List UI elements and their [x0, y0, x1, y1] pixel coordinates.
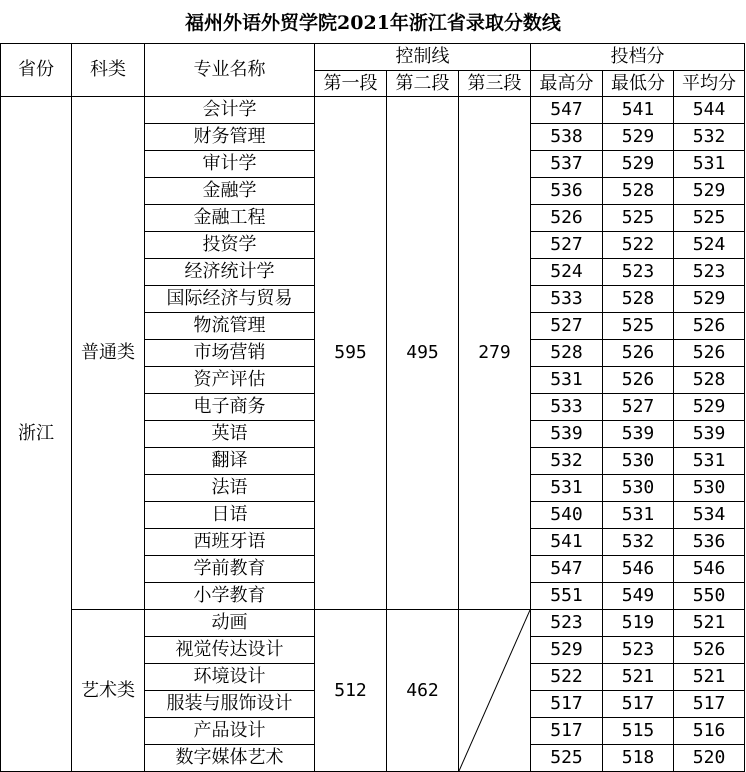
avg-score-cell: 517	[674, 691, 745, 718]
major-cell: 审计学	[145, 151, 315, 178]
major-cell: 日语	[145, 502, 315, 529]
major-cell: 英语	[145, 421, 315, 448]
tier2-cell: 462	[387, 610, 459, 772]
major-cell: 服装与服饰设计	[145, 691, 315, 718]
min-score-cell: 525	[603, 313, 674, 340]
province-cell: 浙江	[1, 97, 72, 772]
major-cell: 环境设计	[145, 664, 315, 691]
min-score-cell: 526	[603, 367, 674, 394]
avg-score-cell: 528	[674, 367, 745, 394]
min-score-cell: 531	[603, 502, 674, 529]
major-cell: 数字媒体艺术	[145, 745, 315, 772]
major-cell: 投资学	[145, 232, 315, 259]
avg-score-cell: 526	[674, 313, 745, 340]
min-score-cell: 523	[603, 637, 674, 664]
avg-score-cell: 526	[674, 637, 745, 664]
major-cell: 动画	[145, 610, 315, 637]
major-cell: 翻译	[145, 448, 315, 475]
avg-score-cell: 525	[674, 205, 745, 232]
header-control-line: 控制线	[315, 44, 531, 71]
avg-score-cell: 523	[674, 259, 745, 286]
max-score-cell: 533	[531, 394, 603, 421]
max-score-cell: 539	[531, 421, 603, 448]
avg-score-cell: 532	[674, 124, 745, 151]
max-score-cell: 528	[531, 340, 603, 367]
max-score-cell: 547	[531, 556, 603, 583]
min-score-cell: 530	[603, 448, 674, 475]
min-score-cell: 529	[603, 124, 674, 151]
max-score-cell: 523	[531, 610, 603, 637]
min-score-cell: 526	[603, 340, 674, 367]
avg-score-cell: 521	[674, 610, 745, 637]
avg-score-cell: 536	[674, 529, 745, 556]
major-cell: 会计学	[145, 97, 315, 124]
major-cell: 市场营销	[145, 340, 315, 367]
header-major: 专业名称	[145, 44, 315, 97]
min-score-cell: 539	[603, 421, 674, 448]
header-tier1: 第一段	[315, 71, 387, 97]
category-cell: 普通类	[72, 97, 145, 610]
max-score-cell: 547	[531, 97, 603, 124]
avg-score-cell: 529	[674, 394, 745, 421]
header-tier3: 第三段	[459, 71, 531, 97]
major-cell: 物流管理	[145, 313, 315, 340]
major-cell: 国际经济与贸易	[145, 286, 315, 313]
avg-score-cell: 529	[674, 178, 745, 205]
major-cell: 产品设计	[145, 718, 315, 745]
header-min: 最低分	[603, 71, 674, 97]
major-cell: 金融学	[145, 178, 315, 205]
header-row-1	[1, 44, 745, 71]
min-score-cell: 546	[603, 556, 674, 583]
table-row	[1, 97, 745, 124]
avg-score-cell: 546	[674, 556, 745, 583]
avg-score-cell: 526	[674, 340, 745, 367]
max-score-cell: 551	[531, 583, 603, 610]
max-score-cell: 532	[531, 448, 603, 475]
max-score-cell: 531	[531, 367, 603, 394]
min-score-cell: 525	[603, 205, 674, 232]
tier2-cell: 495	[387, 97, 459, 610]
header-province: 省份	[1, 44, 72, 97]
min-score-cell: 518	[603, 745, 674, 772]
tier3-cell: 279	[459, 97, 531, 610]
tier1-cell: 512	[315, 610, 387, 772]
table-row	[1, 610, 745, 637]
max-score-cell: 536	[531, 178, 603, 205]
max-score-cell: 537	[531, 151, 603, 178]
min-score-cell: 528	[603, 178, 674, 205]
avg-score-cell: 531	[674, 151, 745, 178]
avg-score-cell: 539	[674, 421, 745, 448]
tier1-cell: 595	[315, 97, 387, 610]
avg-score-cell: 521	[674, 664, 745, 691]
max-score-cell: 526	[531, 205, 603, 232]
major-cell: 小学教育	[145, 583, 315, 610]
max-score-cell: 531	[531, 475, 603, 502]
major-cell: 法语	[145, 475, 315, 502]
min-score-cell: 528	[603, 286, 674, 313]
max-score-cell: 517	[531, 691, 603, 718]
avg-score-cell: 520	[674, 745, 745, 772]
min-score-cell: 530	[603, 475, 674, 502]
max-score-cell: 538	[531, 124, 603, 151]
category-cell: 艺术类	[72, 610, 145, 772]
min-score-cell: 515	[603, 718, 674, 745]
min-score-cell: 519	[603, 610, 674, 637]
min-score-cell: 532	[603, 529, 674, 556]
max-score-cell: 524	[531, 259, 603, 286]
min-score-cell: 523	[603, 259, 674, 286]
max-score-cell: 517	[531, 718, 603, 745]
major-cell: 学前教育	[145, 556, 315, 583]
max-score-cell: 541	[531, 529, 603, 556]
score-table	[0, 43, 745, 772]
table-title: 福州外语外贸学院2021年浙江省录取分数线	[185, 12, 561, 34]
max-score-cell: 522	[531, 664, 603, 691]
min-score-cell: 529	[603, 151, 674, 178]
header-admission: 投档分	[531, 44, 745, 71]
avg-score-cell: 531	[674, 448, 745, 475]
min-score-cell: 521	[603, 664, 674, 691]
major-cell: 财务管理	[145, 124, 315, 151]
avg-score-cell: 550	[674, 583, 745, 610]
avg-score-cell: 544	[674, 97, 745, 124]
major-cell: 金融工程	[145, 205, 315, 232]
max-score-cell: 525	[531, 745, 603, 772]
max-score-cell: 540	[531, 502, 603, 529]
avg-score-cell: 529	[674, 286, 745, 313]
header-avg: 平均分	[674, 71, 745, 97]
major-cell: 西班牙语	[145, 529, 315, 556]
header-max: 最高分	[531, 71, 603, 97]
header-category: 科类	[72, 44, 145, 97]
major-cell: 资产评估	[145, 367, 315, 394]
diagonal-line	[459, 610, 530, 771]
min-score-cell: 541	[603, 97, 674, 124]
avg-score-cell: 534	[674, 502, 745, 529]
avg-score-cell: 516	[674, 718, 745, 745]
major-cell: 视觉传达设计	[145, 637, 315, 664]
min-score-cell: 549	[603, 583, 674, 610]
min-score-cell: 517	[603, 691, 674, 718]
max-score-cell: 527	[531, 232, 603, 259]
min-score-cell: 527	[603, 394, 674, 421]
major-cell: 电子商务	[145, 394, 315, 421]
header-tier2: 第二段	[387, 71, 459, 97]
tier3-empty-cell	[459, 610, 531, 772]
min-score-cell: 522	[603, 232, 674, 259]
avg-score-cell: 524	[674, 232, 745, 259]
major-cell: 经济统计学	[145, 259, 315, 286]
avg-score-cell: 530	[674, 475, 745, 502]
max-score-cell: 529	[531, 637, 603, 664]
max-score-cell: 533	[531, 286, 603, 313]
max-score-cell: 527	[531, 313, 603, 340]
